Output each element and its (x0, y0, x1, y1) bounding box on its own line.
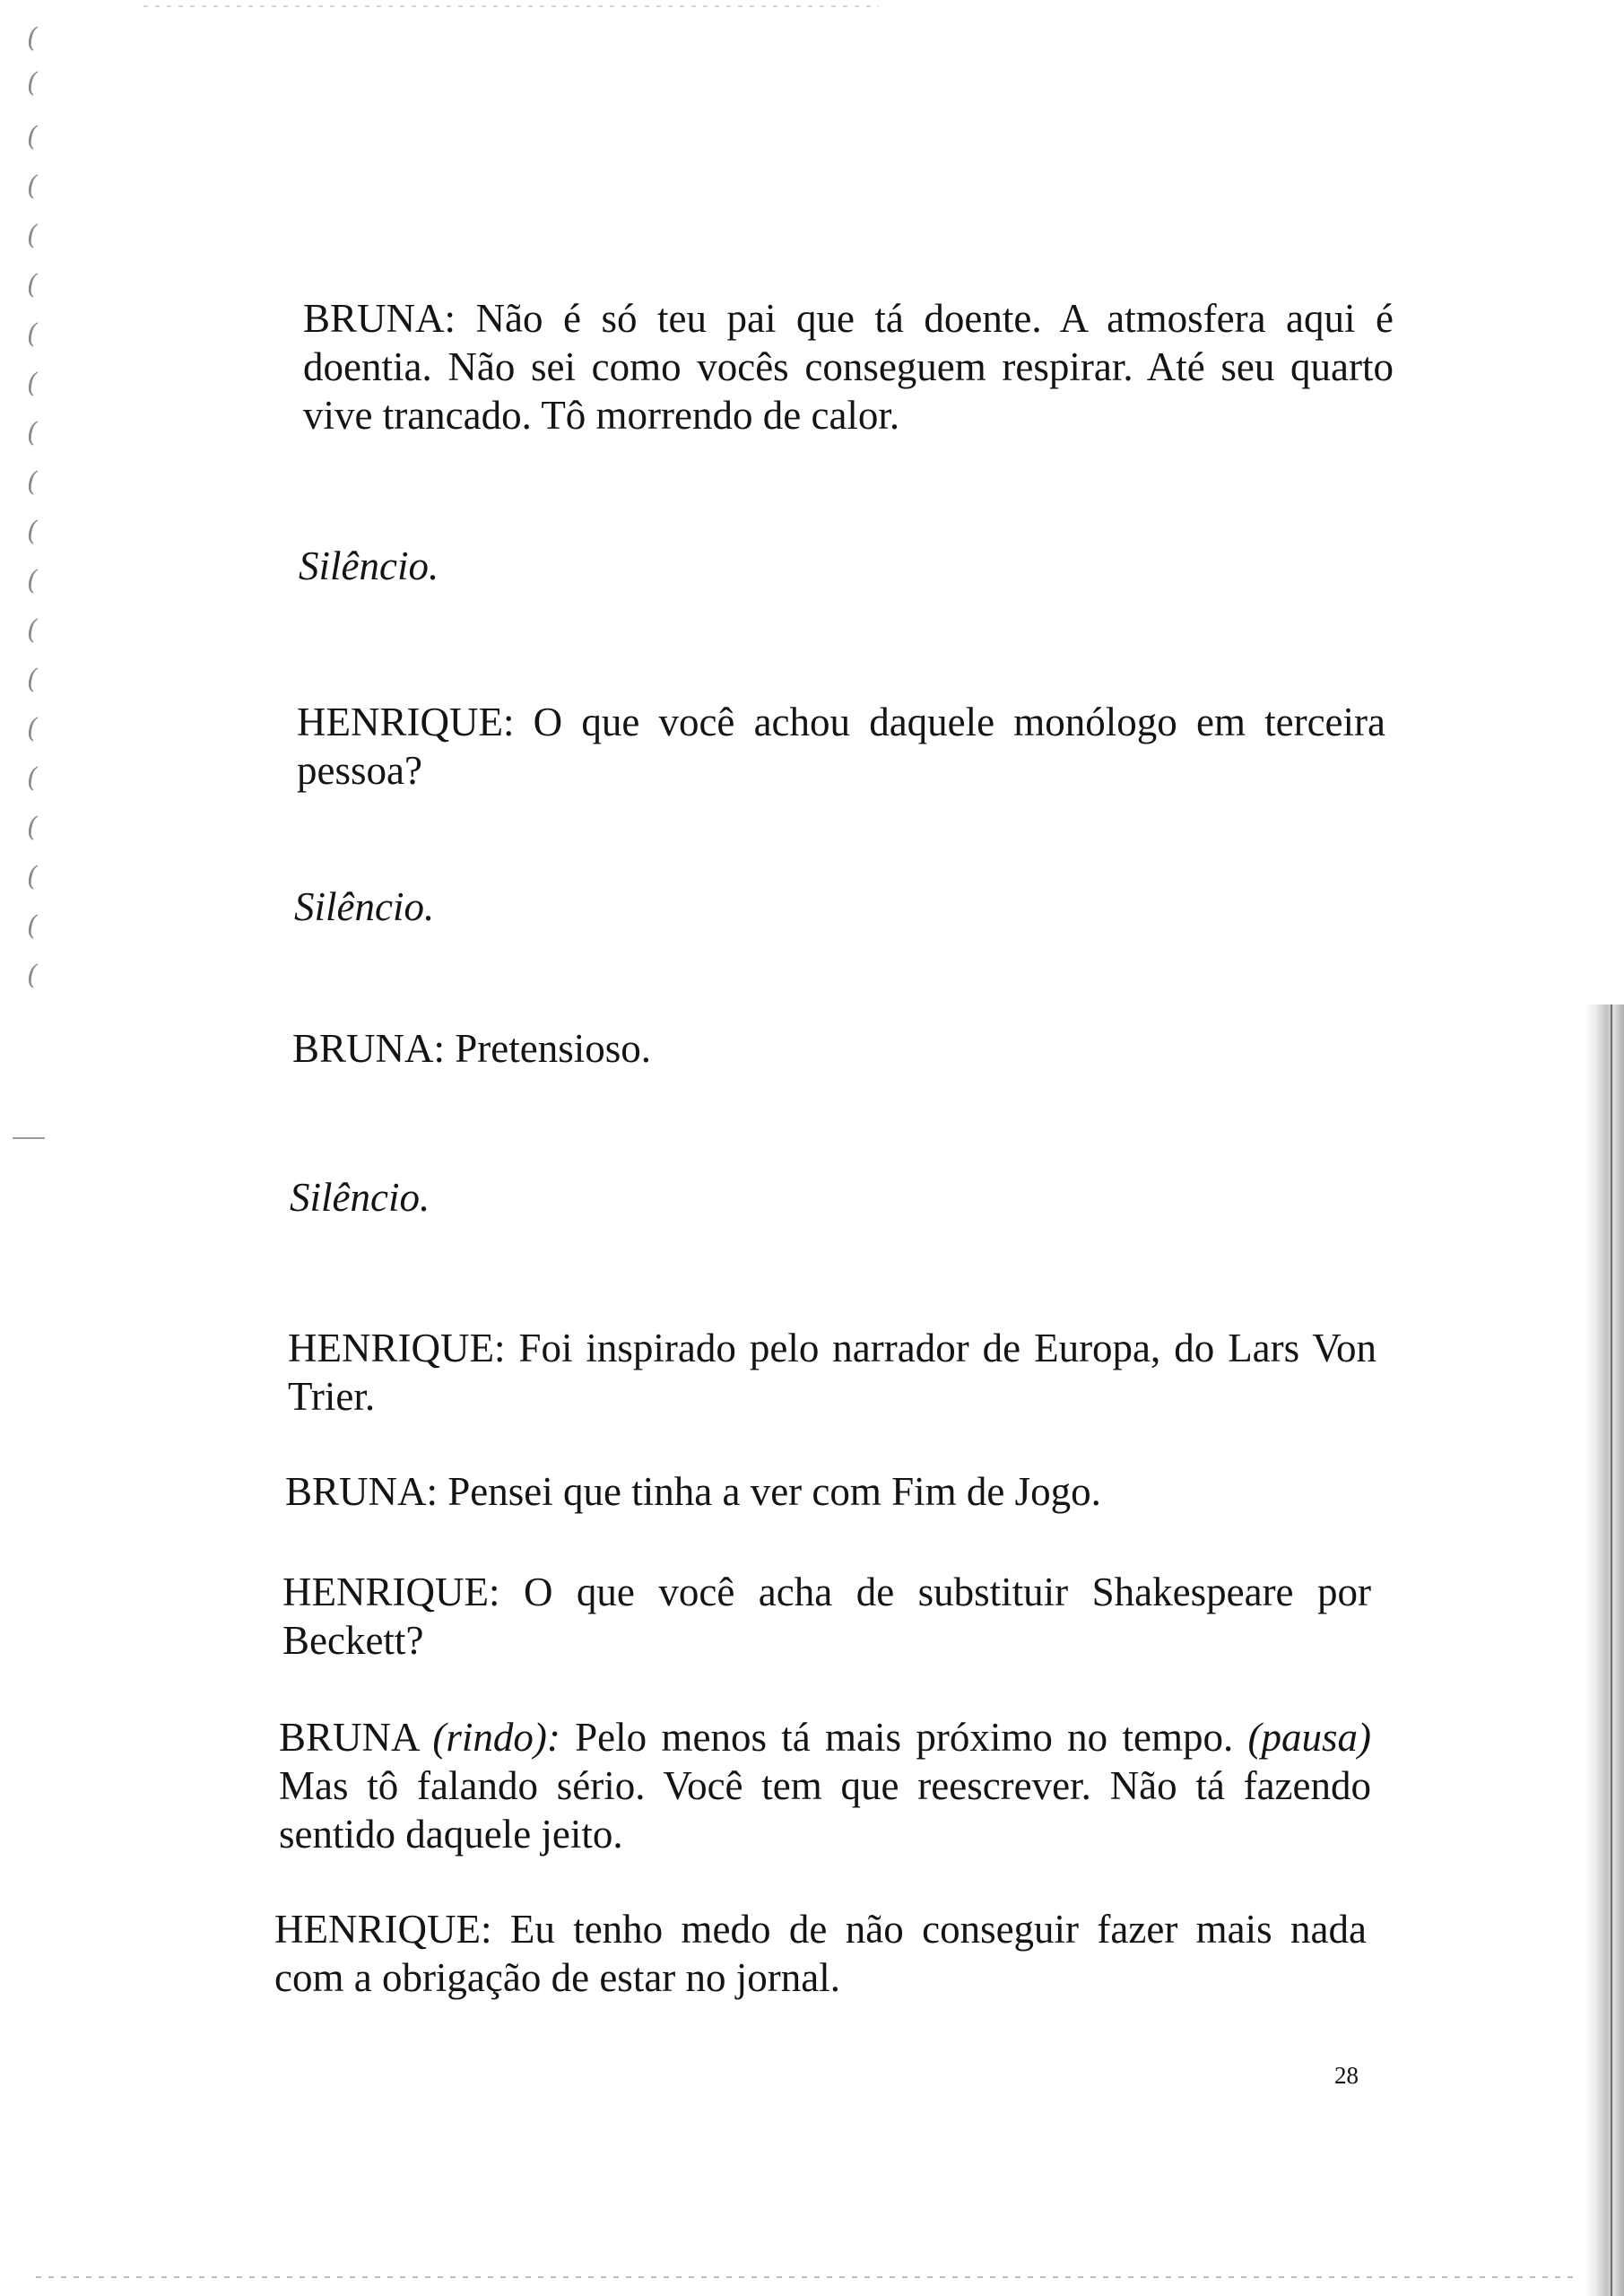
margin-mark: ( (27, 67, 38, 99)
margin-mark: ( (27, 960, 38, 991)
dialogue-text: O que você acha de substituir Shakespeare por Beckett? (282, 1570, 1371, 1663)
stage-direction-silence (294, 883, 832, 931)
speaker-name: HENRIQUE: (274, 1907, 492, 1952)
margin-mark: ( (27, 170, 38, 202)
speaker-name: HENRIQUE: (282, 1570, 500, 1614)
speaker-name: BRUNA: (292, 1026, 446, 1071)
stage-direction-silence (299, 542, 837, 590)
margin-mark: ( (27, 466, 38, 498)
margin-mark: ( (27, 22, 38, 54)
dialogue-text: Foi inspirado pelo narrador de Europa, do Lars Von Trier. (288, 1326, 1376, 1419)
dialogue-text: Pensei que tinha a ver com Fim de Jogo. (438, 1469, 1101, 1514)
dialogue-text: O que você achou daquele monólogo em terceira pessoa? (297, 700, 1385, 793)
speaker-name: HENRIQUE: (288, 1326, 506, 1370)
dialogue-text: Mas tô falando sério. Você tem que reescrever. Não tá fazendo sentido daquele jeito. (279, 1763, 1371, 1857)
speaker-name: BRUNA (279, 1715, 419, 1760)
margin-mark: ( (27, 368, 38, 399)
margin-mark: ( (27, 121, 38, 152)
margin-mark: ( (27, 269, 38, 300)
margin-mark: ( (27, 565, 38, 596)
margin-mark: ( (27, 910, 38, 942)
inline-stage-direction: (pausa) (1247, 1715, 1371, 1760)
scan-artifact-top (143, 5, 879, 7)
dialogue-bruna-3 (285, 1467, 1374, 1516)
margin-mark: ( (27, 762, 38, 794)
margin-mark: ( (27, 614, 38, 646)
speaker-name: BRUNA: (285, 1469, 439, 1514)
dialogue-text: Pelo menos tá mais próximo no tempo. (560, 1715, 1248, 1760)
dialogue-henrique-1 (297, 698, 1385, 795)
dialogue-text: Eu tenho medo de não conseguir fazer mais nada com a obrigação de estar no jornal. (274, 1907, 1367, 2000)
margin-rule (13, 1137, 45, 1139)
page-number: 28 (1334, 2062, 1359, 2089)
stage-direction-silence (290, 1173, 828, 1222)
margin-mark: ( (27, 664, 38, 695)
dialogue-bruna-1 (303, 294, 1394, 439)
margin-mark: ( (27, 861, 38, 892)
margin-scan-marks (27, 22, 63, 1009)
stage-direction-text: Silêncio. (290, 1175, 430, 1220)
stage-direction-text: Silêncio. (299, 544, 439, 588)
dialogue-henrique-4 (274, 1905, 1367, 2002)
scan-artifact-bottom (36, 2276, 1578, 2278)
margin-mark: ( (27, 318, 38, 350)
margin-mark: ( (27, 812, 38, 843)
dialogue-text: Pretensioso. (445, 1026, 652, 1071)
dialogue-text: Não é só teu pai que tá doente. A atmosfera aqui é doentia. Não sei como vocês conseguem respirar. Até seu quarto vive trancado. Tô morrendo de calor. (303, 296, 1394, 438)
inline-stage-direction: (rindo): (432, 1715, 560, 1760)
scan-edge-line (1611, 1004, 1612, 2296)
margin-mark: ( (27, 220, 38, 251)
scan-edge-right (1585, 1004, 1624, 2296)
speaker-name: BRUNA: (303, 296, 456, 341)
speaker-name: HENRIQUE: (297, 700, 515, 744)
dialogue-henrique-2 (288, 1324, 1376, 1421)
margin-mark: ( (27, 417, 38, 448)
dialogue-bruna-2 (292, 1024, 1099, 1073)
margin-mark: ( (27, 713, 38, 744)
stage-direction-text: Silêncio. (294, 884, 435, 929)
dialogue-bruna-4 (279, 1713, 1371, 1858)
margin-mark: ( (27, 516, 38, 547)
dialogue-henrique-3 (282, 1568, 1371, 1665)
